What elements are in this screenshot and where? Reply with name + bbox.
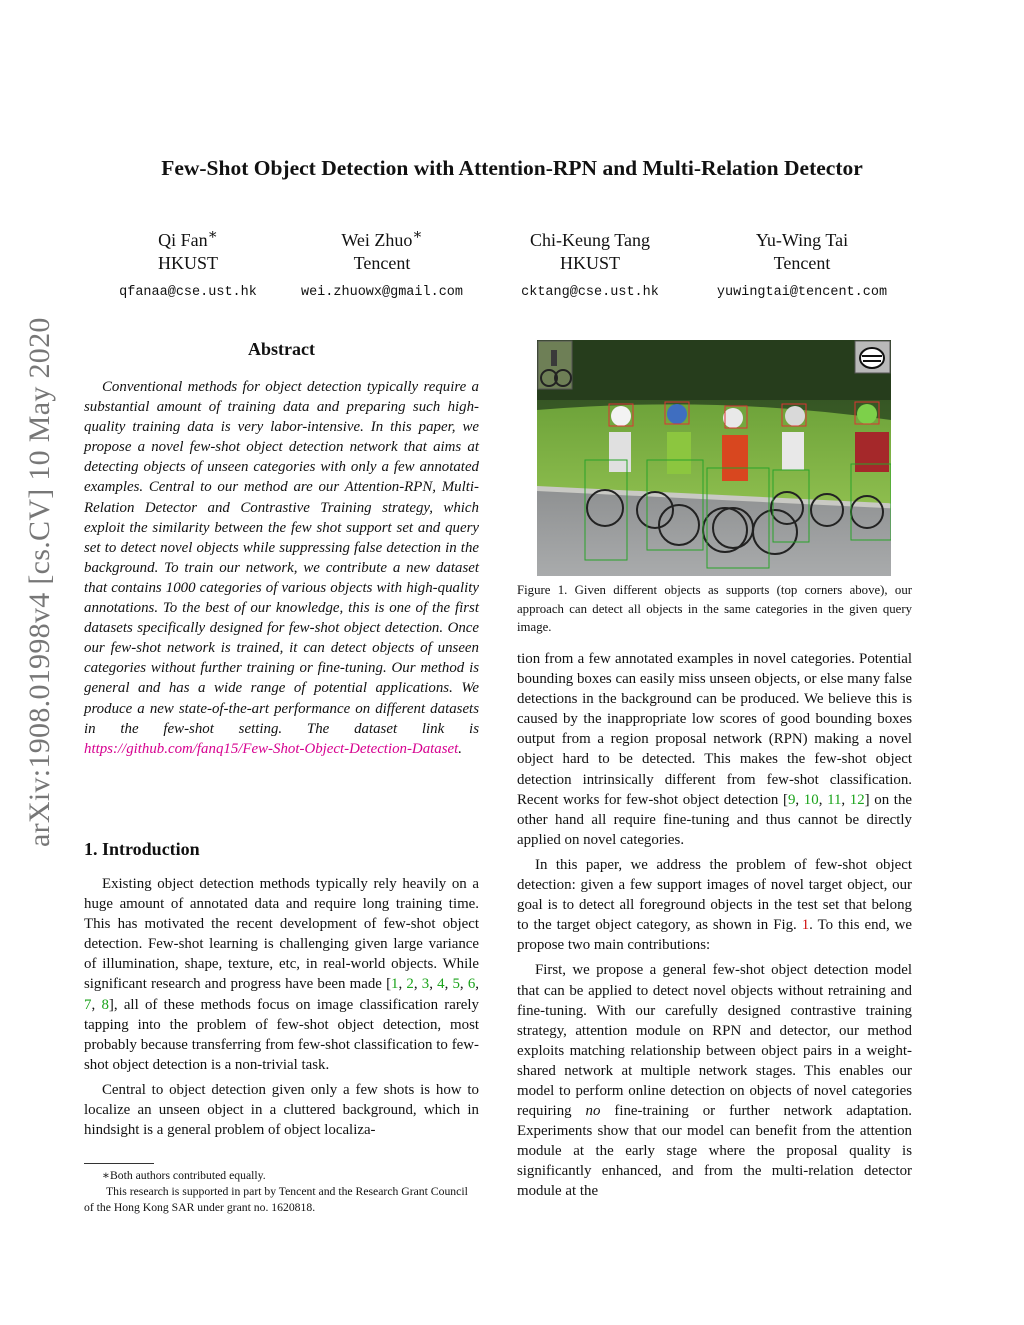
figure-reference[interactable]: 1 [801, 917, 810, 934]
intro-paragraph-1: Existing object detection methods typically rely heavily on a huge amount of annotated data and require long training time. This has motivated the recent development of few-shot object detection. Few-shot learning is challenging given large variance of illumination, shape, texture, etc, in real-world objects. While significant research and progress have been made [1, 2, 3, 4, 5, 6, 7, 8], all of these methods focus on image classification rarely tapping into the problem of few-shot object detection, most probably because transferring from few-shot classification to few-shot object detection is a non-trivial task. [84, 876, 480, 1073]
citation[interactable]: 6 [467, 976, 476, 993]
author-block-1 [78, 224, 298, 304]
citation[interactable]: 11 [827, 791, 842, 808]
footnote-1: ∗Both authors contributed equally. [102, 1169, 266, 1182]
citation[interactable]: 5 [452, 976, 460, 993]
footnote-2: This research is supported in part by Tencent and the Research Grant Council of the Hong Kong SAR under grant no. 1620818. [84, 1185, 468, 1214]
citation[interactable]: 7 [84, 996, 92, 1013]
footnote-rule [84, 1163, 154, 1164]
intro-text: ], all of these methods focus on image classification rarely tapping into the problem of few-shot object detection, most probably because transferring from few-shot classification to few-shot object detection is a non-trivial task. [84, 996, 479, 1073]
citation[interactable]: 1 [391, 976, 399, 993]
body-text: ] on the other hand all require fine-tuning and thus cannot be directly applied on novel categories. [517, 791, 912, 848]
author-name: Qi Fan [158, 230, 208, 250]
citation[interactable]: 2 [406, 976, 414, 993]
author-name: Chi-Keung Tang [530, 230, 650, 250]
section-heading-introduction: 1. Introduction [84, 839, 200, 859]
paper-title: Few-Shot Object Detection with Attention-RPN and Multi-Relation Detector [161, 156, 863, 180]
citation[interactable]: 9 [787, 791, 796, 808]
author-email: wei.zhuowx@gmail.com [300, 285, 464, 300]
author-affiliation: Tencent [353, 253, 411, 273]
author-email: yuwingtai@tencent.com [716, 285, 888, 300]
citation[interactable]: 4 [437, 976, 445, 993]
body-text: tion from a few annotated examples in novel categories. Potential bounding boxes can easily miss unseen objects, or else many false detections in the background can be produced. We believe this is caused by the inappropriate low scores of good bounding boxes output from a region proposal network (RPN) making a novel object hard to be detected. This makes the few-shot object detection intrinsically different from few-shot classification. Recent works for few-shot object detection [ [517, 651, 912, 808]
body-text: First, we propose a general few-shot object detection model that can be applied to detect novel objects without retraining and fine-tuning. With our carefully designed contrastive training strategy, attention module on RPN and detector, our method exploits matching relationship between object pairs in a weight-shared network at multiple network stages. This enables our model to perform online detection on objects of novel categories requiring [517, 962, 912, 1120]
citation[interactable]: 10 [803, 791, 819, 808]
right-paragraph-2 [517, 855, 912, 955]
abstract-end: . [458, 740, 462, 757]
emphasis-text: no [585, 1103, 601, 1120]
abstract-text: Conventional methods for object detection typically require a substantial amount of training data and preparing such high-quality training data is very labor-intensive. In this paper, we propose a novel few-shot object detection network that aims at detecting objects of unseen categories with only a few annotated examples. Central to our method are our Attention-RPN, Multi-Relation Detector and Contrastive Training strategy, which exploit the similarity between the few shot support set and query set to detect novel objects while suppressing false detection in the background. To train our network, we contribute a new dataset that contains 1000 categories of various objects with high-quality annotations. To the best of our knowledge, this is one of the first datasets specifically designed for few-shot object detection. Once our few-shot network is trained, it can detect objects of unseen categories without further training or fine-tuning. Our method is general and has a wide range of potential applications. We produce a new state-of-the-art performance on different datasets in the few-shot setting. The dataset link is [84, 379, 479, 737]
author-email: qfanaa@cse.ust.hk [119, 285, 257, 300]
author-block-4 [692, 224, 912, 304]
right-column-body [517, 649, 912, 1207]
figure-1-image [537, 340, 891, 576]
author-name: Wei Zhuo [341, 230, 413, 250]
right-paragraph-3 [517, 960, 912, 1201]
citation[interactable]: 12 [849, 791, 865, 808]
intro-paragraph-2: Central to object detection given only a few shots is how to localize an unseen object in a cluttered background, which in hindsight is a general problem of object localiza- [84, 1081, 479, 1139]
author-name: Yu-Wing Tai [755, 230, 849, 250]
figure-1-caption: Figure 1. Given different objects as supports (top corners above), our approach can detect all objects in the same categories in the given query image. [517, 583, 912, 635]
arxiv-stamp: arXiv:1908.01998v4 [cs.CV] 10 May 2020 [23, 317, 56, 847]
citation[interactable]: 8 [101, 996, 109, 1013]
body-text: . To this end, we propose two main contributions: [517, 917, 912, 954]
author-block-3 [480, 224, 700, 304]
author-email: cktang@cse.ust.hk [521, 285, 659, 300]
author-mark: ∗ [207, 227, 218, 243]
author-affiliation: HKUST [559, 253, 620, 273]
right-paragraph-1: tion from a few annotated examples in novel categories. Potential bounding boxes can easily miss unseen objects, or else many false detections in the background can be produced. We believe this is caused by the inappropriate low scores of good bounding boxes output from a region proposal network (RPN) making a novel object hard to be detected. This makes the few-shot object detection intrinsically different from few-shot classification. Recent works for few-shot object detection [9, 10, 11, 12] on the other hand all require fine-tuning and thus cannot be directly applied on novel categories. [517, 651, 912, 848]
author-block-2 [272, 224, 492, 304]
author-mark: ∗ [412, 227, 423, 243]
intro-body [84, 874, 479, 1145]
author-affiliation: Tencent [773, 253, 831, 273]
abstract-heading: Abstract [248, 339, 315, 359]
intro-text: Existing object detection methods typically rely heavily on a huge amount of annotated data and require long training time. This has motivated the recent development of few-shot object detection. Few-shot learning is challenging given large variance of illumination, shape, texture, etc, in real-world objects. While significant research and progress have been made [ [84, 876, 479, 993]
abstract-body [84, 377, 479, 759]
footnotes [84, 1168, 479, 1216]
author-affiliation: HKUST [157, 253, 218, 273]
citation[interactable]: 3 [421, 976, 430, 993]
body-text: In this paper, we address the problem of few-shot object detection: given a few support images of novel target object, our goal is to detect all foreground objects in the test set that belong to the target object category, as shown in Fig. [517, 856, 912, 934]
dataset-link[interactable]: https://github.com/fanq15/Few-Shot-Object-Detection-Dataset [84, 740, 459, 757]
body-text: fine-training or further network adaptation. Experiments show that our model can benefit from the attention module at the early stage where the proposal quality is significantly enhanced, and from the multi-relation detector module at the [517, 1103, 912, 1200]
